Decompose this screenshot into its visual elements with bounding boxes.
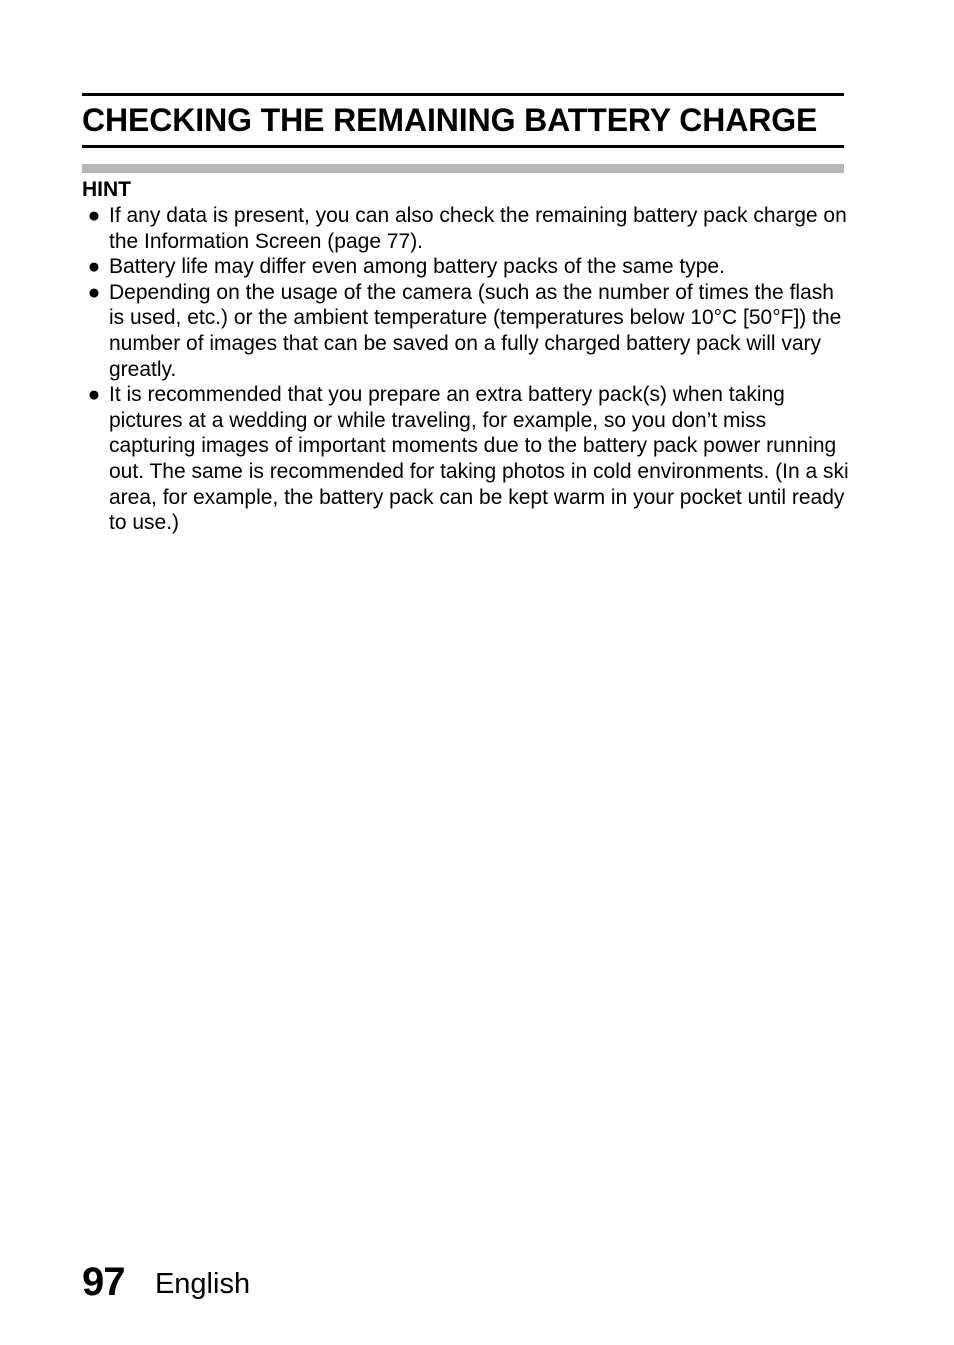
hint-item [87, 203, 849, 254]
hint-heading: HINT [82, 178, 131, 201]
page-number: 97 [82, 1260, 125, 1304]
hint-item [87, 382, 849, 536]
hint-item-text: It is recommended that you prepare an extra battery pack(s) when taking pictures at a wedding or while traveling, for example, so you don’t miss capturing images of important moments due to the battery pack power running out. The same is recommended for taking photos in cold environments. (In a ski area, for example, the battery pack can be kept warm in your pocket until ready to use.) [109, 383, 849, 535]
bullet-icon: ● [87, 255, 101, 279]
page-footer [82, 1258, 250, 1308]
title-rule-bottom [82, 145, 844, 148]
bullet-icon: ● [87, 280, 101, 304]
bullet-icon: ● [87, 204, 101, 227]
page-title: CHECKING THE REMAINING BATTERY CHARGE [82, 102, 818, 138]
hint-item [87, 280, 849, 382]
hint-item-text: If any data is present, you can also check the remaining battery pack charge on the Information Screen (page 77). [109, 204, 847, 253]
title-rule-top [82, 93, 844, 96]
hint-item [87, 254, 849, 280]
section-divider-band [82, 164, 844, 173]
bullet-icon: ● [87, 383, 101, 407]
hint-item-text: Battery life may differ even among battery packs of the same type. [109, 255, 725, 279]
hint-item-text: Depending on the usage of the camera (such as the number of times the flash is used, etc.) or the ambient temperature (temperatures below 10°C [50°F]) the number of images that can be saved on a fully charged battery pack will vary greatly. [109, 280, 842, 381]
hint-list [87, 203, 849, 536]
language-label: English [154, 1268, 251, 1300]
